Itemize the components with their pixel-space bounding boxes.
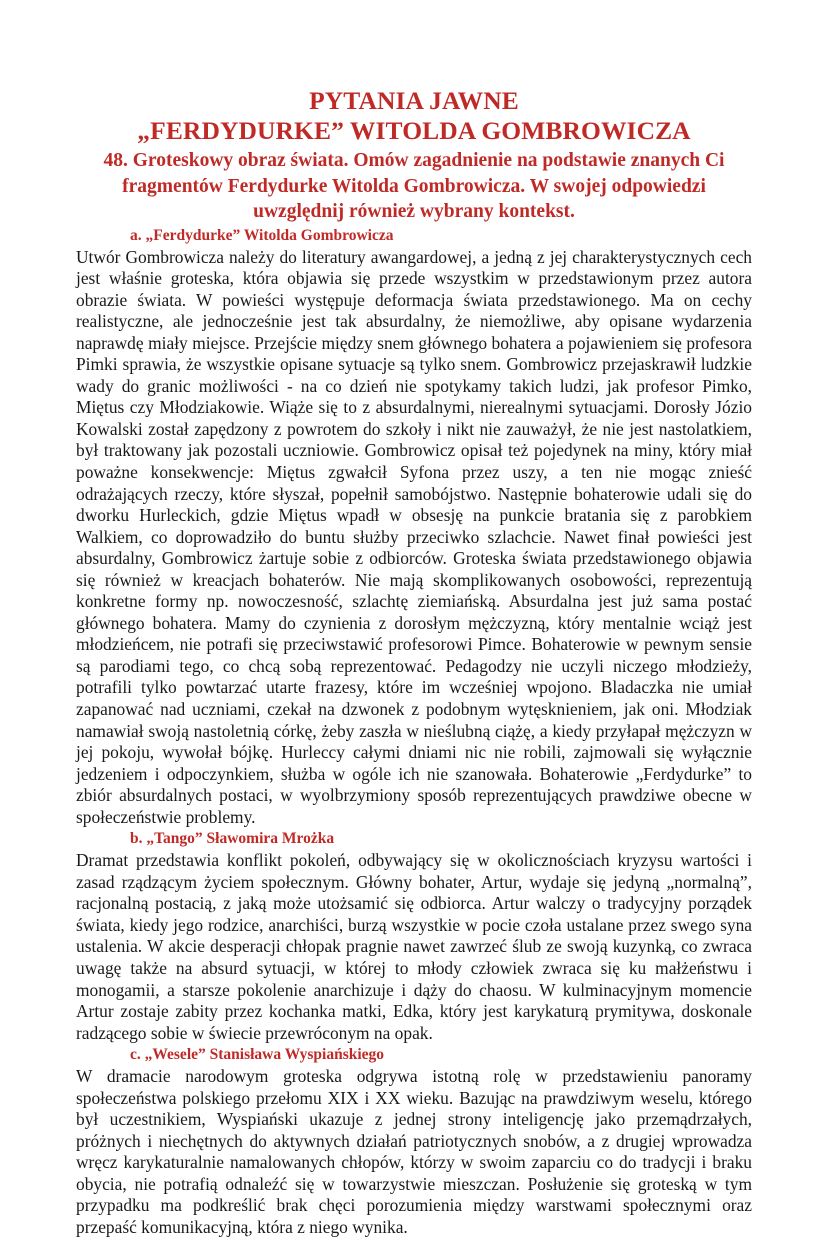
document-title-line-2: „FERDYDURKE” WITOLDA GOMBROWICZA bbox=[137, 116, 691, 145]
question-prompt: 48. Groteskowy obraz świata. Omów zagadnienie na podstawie znanych Ci fragmentów Ferdydurke Witolda Gombrowicza. W swojej odpowiedzi uwzględnij również wybrany kontekst. bbox=[103, 150, 725, 222]
section-body-b: Dramat przedstawia konflikt pokoleń, odbywający się w okolicznościach kryzysu wartości i zasad rządzącym życiem społecznym. Główny bohater, Artur, wydaje się jedyną „normalną”, racjonalną postacią, z jaką może utożsamić się odbiorca. Artur walczy o tradycyjny porządek świata, kiedy jego rodzice, anarchiści, burzą wszystkie w pocie czoła ustalane przez swego syna ustalenia. W akcie desperacji chłopak pragnie nawet zawrzeć ślub ze swoją kuzynką, co zwraca uwagę także na absurd sytuacji, w której to młody człowiek zwraca się ku małżeństwu i monogamii, a starsze pokolenie anarchizuje i dąży do chaosu. W kulminacyjnym momencie Artur zostaje zabity przez kochanka matki, Edka, który jest karykaturą prymitywa, doskonale radzącego sobie w świecie przewróconym na opak. bbox=[76, 850, 752, 1043]
document-title bbox=[76, 86, 752, 146]
section-heading-a: a. „Ferdydurke” Witolda Gombrowicza bbox=[130, 226, 394, 244]
section-heading-b: b. „Tango” Sławomira Mrożka bbox=[130, 830, 335, 848]
section-body-c: W dramacie narodowym groteska odgrywa istotną rolę w przedstawieniu panoramy społeczeństwa polskiego przełomu XIX i XX wieku. Bazując na prawdziwym weselu, którego był uczestnikiem, Wyspiański ukazuje z jednej strony inteligencję jako przemądrzałych, próżnych i niechętnych do aktywnych działań patriotycznych snobów, a z drugiej wprowadza wręcz karykaturalnie namalowanych chłopów, którzy w swoim zaparciu co do tradycji i braku obycia, nie potrafią odnaleźć się w towarzystwie mieszczan. Posłużenie się groteską w tym przypadku ma podkreślić brak chęci porozumienia między warstwami społecznymi oraz przepaść komunikacyjną, która z niego wynika. bbox=[76, 1066, 752, 1238]
section-body-a: Utwór Gombrowicza należy do literatury awangardowej, a jedną z jej charakterystycznych cech jest właśnie groteska, która objawia się przede wszystkim w przedstawionym przez autora obrazie świata. W powieści występuje deformacja świata przedstawionego. Ma on cechy realistyczne, ale jednocześnie jest tak absurdalny, że niemożliwe, aby opisane wydarzenia naprawdę miały miejsce. Przejście między snem głównego bohatera a pojawieniem się profesora Pimki sprawia, że wszystkie opisane sytuacje są tylko snem. Gombrowicz przejaskrawił ludzkie wady do granic możliwości - na co dzień nie spotykamy takich ludzi, jak profesor Pimko, Miętus czy Młodziakowie. Wiąże się to z absurdalnymi, nierealnymi sytuacjami. Dorosły Józio Kowalski został zapędzony z powrotem do szkoły i nikt nie zauważył, że nie jest nastolatkiem, był traktowany jak pozostali uczniowie. Gombrowicz opisał też pojedynek na miny, który miał poważne konsekwencje: Miętus zgwałcił Syfona przez uszy, a ten nie mogąc znieść odrażających rzeczy, które słyszał, popełnił samobójstwo. Następnie bohaterowie udali się do dworku Hurleckich, gdzie Miętus wpadł w obsesję na punkcie bratania się z parobkiem Walkiem, co doprowadziło do buntu służby przeciwko szlachcie. Nawet finał powieści jest absurdalny, Gombrowicz żartuje sobie z odbiorców. Groteska świata przedstawionego objawia się również w kreacjach bohaterów. Nie mają skomplikowanych osobowości, reprezentują konkretne formy np. nowoczesność, szlachtę ziemiańską. Absurdalna jest już sama postać głównego bohatera. Mamy do czynienia z dorosłym mężczyzną, który mentalnie wciąż jest młodzieńcem, nie potrafi się przeciwstawić profesorowi Pimce. Bohaterowie w pewnym sensie są parodiami tego, co chcą sobą reprezentować. Pedagodzy nie uczyli niczego młodzieży, potrafili tylko powtarzać utarte frazesy, które im wcześniej wpojono. Bladaczka nie umiał zapanować nad uczniami, czekał na dzwonek z podobnym wytęsknieniem, jak oni. Młodziak namawiał swoją nastoletnią córkę, żeby zaszła w nieślubną ciążę, a kiedy przyłapał mężczyzn w jej pokoju, wywołał bójkę. Hurleccy całymi dniami nic nie robili, zajmowali się wyłącznie jedzeniem i odpoczynkiem, służba w ogóle ich nie szanowała. Bohaterowie „Ferdydurke” to zbiór absurdalnych postaci, w wyolbrzymiony sposób reprezentujących prawdziwe obecne w społeczeństwie problemy. bbox=[76, 246, 752, 827]
section-heading-c: c. „Wesele” Stanisława Wyspiańskiego bbox=[130, 1046, 385, 1064]
document-title-line-1: PYTANIA JAWNE bbox=[309, 86, 519, 115]
